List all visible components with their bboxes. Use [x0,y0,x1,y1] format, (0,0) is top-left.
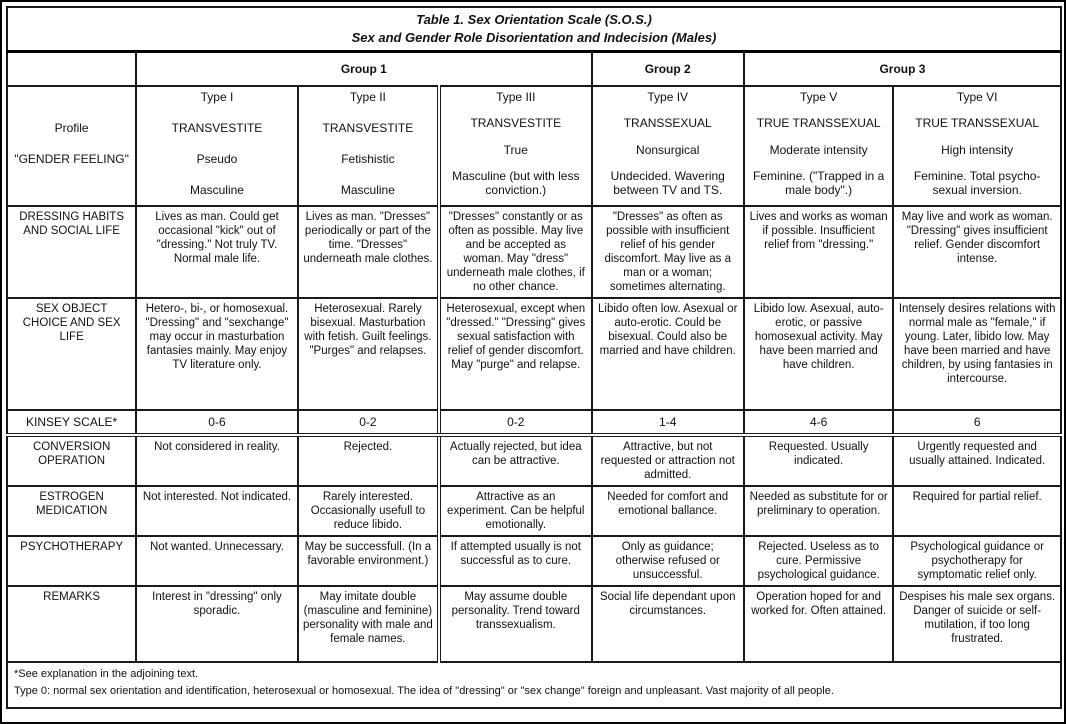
conversion-operation-row [7,435,1061,486]
kinsey-scale-row [7,410,1061,435]
type2-category: TRANSVESTITE [322,121,414,136]
table-title [7,7,1061,52]
footnotes [7,662,1061,708]
sex-object-row [7,298,1061,410]
psychotherapy-type5-cell: Rejected. Useless as to cure. Permissive psychological guidance. [744,536,893,586]
sex-object-type4-cell: Libido often low. Asexual or auto-erotic. Could be bisexual. Could also be married and have children. [592,298,744,410]
profile-type5 [744,86,893,206]
group-header-row [7,52,1061,87]
kinsey-type2-cell: 0-2 [298,410,439,435]
estrogen-type4-cell: Needed for comfort and emotional ballance. [592,486,744,536]
group2-header: Group 2 [592,52,744,87]
estrogen-type6-cell: Required for partial relief. [893,486,1061,536]
profile-type6 [893,86,1061,206]
type6-name: Type VI [956,90,998,104]
profile-label: Profile [54,120,89,135]
type3-subtype: True [503,142,528,157]
profile-type2 [298,86,439,206]
type5-subtype: Moderate intensity [769,142,868,157]
psychotherapy-type3-cell: If attempted usually is not successful as to cure. [439,536,591,586]
conversion-type5-cell: Requested. Usually indicated. [744,435,893,486]
kinsey-type4-cell: 1-4 [592,410,744,435]
type5-feeling: Feminine. ("Trapped in a male body".) [753,168,885,198]
psychotherapy-type1-cell: Not wanted. Unnecessary. [136,536,298,586]
type6-subtype: High intensity [941,142,1014,157]
estrogen-type5-cell: Needed as substitute for or preliminary to operation. [744,486,893,536]
kinsey-type5-cell: 4-6 [744,410,893,435]
group1-header: Group 1 [136,52,591,87]
estrogen-row-label: ESTROGEN MEDICATION [7,486,136,536]
title-row [7,7,1061,52]
footnote-type0: Type 0: normal sex orientation and identification, heterosexual or homosexual. The idea of "dressing" or "sex change" foreign and unpleasant. Vast majority of all people. [14,684,834,697]
gender-feeling-label: "GENDER FEELING" [14,152,129,167]
type3-feeling: Masculine (but with less conviction.) [452,168,580,198]
profile-type4 [592,86,744,206]
dressing-habits-row [7,206,1061,298]
sex-object-type5-cell: Libido low. Asexual, auto-erotic, or passive homosexual activity. May have been married and have children. [744,298,893,410]
type3-name: Type III [496,90,536,104]
group3-header: Group 3 [744,52,1061,87]
remarks-type6-cell: Despises his male sex organs. Danger of suicide or self-mutilation, if too long frustrated. [893,586,1061,662]
kinsey-type1-cell: 0-6 [136,410,298,435]
type2-name: Type II [349,90,386,104]
dressing-habits-type5-cell: Lives and works as woman if possible. Insufficient relief from "dressing." [744,206,893,298]
dressing-habits-type6-cell: May live and work as woman. "Dressing" gives insufficient relief. Gender discomfort intense. [893,206,1061,298]
kinsey-type3-cell: 0-2 [439,410,591,435]
conversion-type2-cell: Rejected. [298,435,439,486]
psychotherapy-type4-cell: Only as guidance; otherwise refused or unsuccessful. [592,536,744,586]
type4-subtype: Nonsurgical [636,142,700,157]
type6-category: TRUE TRANSSEXUAL [915,116,1040,131]
sex-object-type1-cell: Hetero-, bi-, or homosexual. "Dressing" and "sexchange" may occur in masturbation fantasies mainly. May enjoy TV literature only. [136,298,298,410]
psychotherapy-type2-cell: May be successfull. (In a favorable environment.) [298,536,439,586]
conversion-type4-cell: Attractive, but not requested or attraction not admitted. [592,435,744,486]
dressing-habits-type4-cell: "Dresses" as often as possible with insufficient relief of his gender discomfort. May live as a man or a woman; sometimes alternating. [592,206,744,298]
type3-category: TRANSVESTITE [470,116,562,131]
profile-type3 [439,86,591,206]
profile-row [7,86,1061,206]
type4-feeling: Undecided. Wavering between TV and TS. [610,168,725,198]
remarks-type5-cell: Operation hoped for and worked for. Often attained. [744,586,893,662]
sex-orientation-scale-table [6,6,1062,709]
table-title-line2: Sex and Gender Role Disorientation and Indecision (Males) [351,30,717,45]
type1-category: TRANSVESTITE [171,121,263,136]
psychotherapy-row [7,536,1061,586]
psychotherapy-row-label: PSYCHOTHERAPY [7,536,136,586]
sex-object-type2-cell: Heterosexual. Rarely bisexual. Masturbation with fetish. Guilt feelings. "Purges" and relapses. [298,298,439,410]
kinsey-scale-row-label: KINSEY SCALE* [7,410,136,435]
profile-type1 [136,86,298,206]
type1-subtype: Pseudo [196,152,238,167]
footnote-row [7,662,1061,708]
conversion-type6-cell: Urgently requested and usually attained. Indicated. [893,435,1061,486]
type1-feeling: Masculine [189,183,244,198]
footnote-asterisk: *See explanation in the adjoining text. [14,668,199,681]
psychotherapy-type6-cell: Psychological guidance or psychotherapy for symptomatic relief only. [893,536,1061,586]
remarks-type1-cell: Interest in "dressing" only sporadic. [136,586,298,662]
dressing-habits-row-label: DRESSING HABITS AND SOCIAL LIFE [7,206,136,298]
type6-feeling: Feminine. Total psycho-sexual inversion. [913,168,1041,198]
conversion-type3-cell: Actually rejected, but idea can be attractive. [439,435,591,486]
kinsey-type6-cell: 6 [893,410,1061,435]
dressing-habits-type3-cell: "Dresses" constantly or as often as possible. May live and be accepted as woman. May "dress" underneath male clothes, if no other chance. [439,206,591,298]
sex-object-type3-cell: Heterosexual, except when "dressed." "Dressing" gives sexual satisfaction with relief of gender discomfort. May "purge" and relapse. [439,298,591,410]
group-header-empty-cell [7,52,136,87]
sex-object-type6-cell: Intensely desires relations with normal male as "female," if young. Later, libido low. May have been married and have children, by using fantasies in intercourse. [893,298,1061,410]
type5-category: TRUE TRANSSEXUAL [756,116,881,131]
remarks-row-label: REMARKS [7,586,136,662]
type2-feeling: Masculine [340,183,395,198]
remarks-type3-cell: May assume double personality. Trend toward transsexualism. [439,586,591,662]
type1-name: Type I [200,90,234,104]
estrogen-type1-cell: Not interested. Not indicated. [136,486,298,536]
type4-category: TRANSSEXUAL [623,116,712,131]
remarks-type4-cell: Social life dependant upon circumstances. [592,586,744,662]
type5-name: Type V [799,90,838,104]
estrogen-type3-cell: Attractive as an experiment. Can be helpful emotionally. [439,486,591,536]
profile-row-label [7,86,136,206]
remarks-row [7,586,1061,662]
estrogen-type2-cell: Rarely interested. Occasionally usefull to reduce libido. [298,486,439,536]
type4-name: Type IV [647,90,689,104]
conversion-type1-cell: Not considered in reality. [136,435,298,486]
sex-object-row-label: SEX OBJECT CHOICE AND SEX LIFE [7,298,136,410]
remarks-type2-cell: May imitate double (masculine and feminine) personality with male and female names. [298,586,439,662]
conversion-operation-row-label: CONVERSION OPERATION [7,435,136,486]
table-title-line1: Table 1. Sex Orientation Scale (S.O.S.) [416,12,652,28]
estrogen-medication-row [7,486,1061,536]
dressing-habits-type1-cell: Lives as man. Could get occasional "kick" out of "dressing." Not truly TV. Normal male life. [136,206,298,298]
dressing-habits-type2-cell: Lives as man. "Dresses" periodically or part of the time. "Dresses" underneath male clothes. [298,206,439,298]
type2-subtype: Fetishistic [341,152,395,167]
